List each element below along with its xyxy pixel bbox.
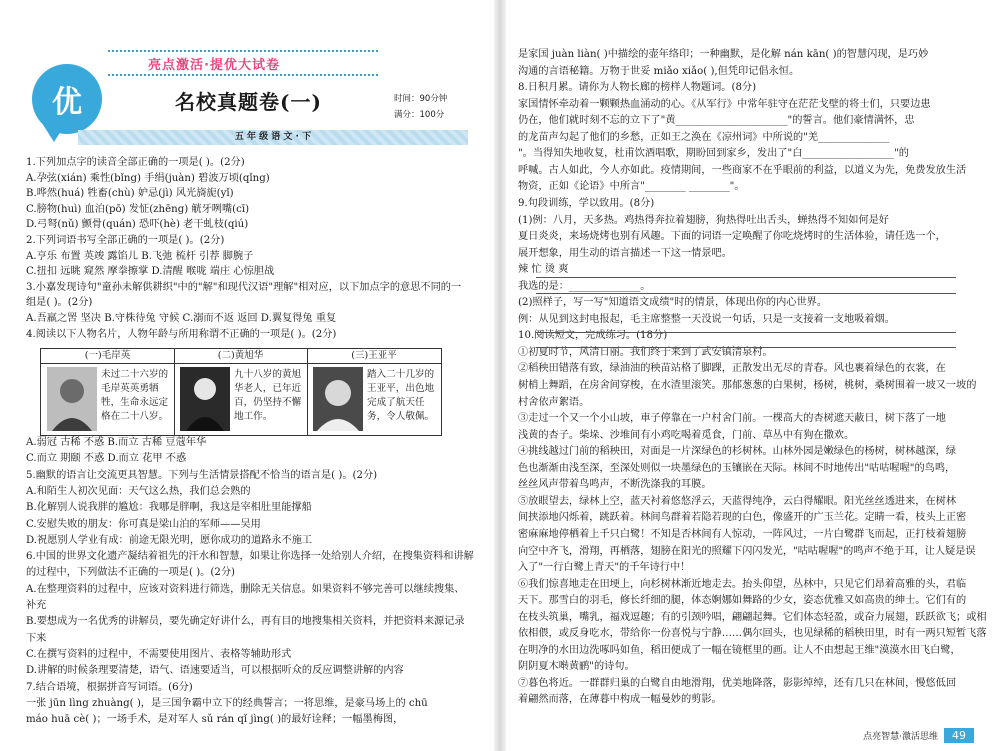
answer-line — [536, 293, 956, 294]
text-line: 呼喊。古人如此，今人亦如此。疫情期间，一些商家不在乎眼前的利益，以道义为先，免费发放生活 — [518, 164, 967, 176]
text-line: 4.阅读以下人物名片，人物年龄与所用称谓不正确的一项是( )。(2分) — [26, 328, 337, 340]
text-line: 依相偎，或反身吃水，带给你一份喜悦与宁静……偶尔回头，也见绿稀的稻秧田里，时有一两只短暂飞落 — [518, 628, 987, 640]
text-line: A.吾羸之罟 坚决 B.守株待兔 守候 C.溺而不返 返回 D.翼复得兔 重复 — [26, 313, 337, 324]
text-line: 天下。那雪白的羽毛，修长纤细的腿，体态婀娜如舞路的少女，姿态优雅又如高贵的绅士。它们有的 — [518, 595, 967, 607]
text-line: 夏日炎炎，来场烧烤也别有风趣。下面的词语一定唤醒了你吃烧烤时的生活体验，请任选一个， — [518, 231, 946, 243]
text-line: ①初夏时节，风清日丽。我们终于来到了武安镇清泉村。 — [518, 346, 773, 358]
text-line: A.孕弦(xián) 乘性(bǐng) 手绢(juàn) 碧波万顷(qǐng) — [26, 172, 270, 184]
person-card — [307, 349, 441, 435]
text-line: 向空中齐飞，滑翔，再栖落，翅膀在阳光的照耀下闪闪发光，"咕咕喔喔"的鸣声不绝于耳，让人疑是误 — [518, 545, 976, 557]
header-banner — [108, 50, 378, 76]
text-line: 10.阅读短文，完成练习。(18分) — [518, 330, 668, 342]
text-line: 密麻麻地停栖着上千只白鹭！不知是否林间有人惊动，一阵风过，一片白鹭群飞而起，正打枝着翅膀 — [518, 528, 967, 540]
text-line: 色也渐渐由浅至深，至深处则似一块墨绿色的玉镶嵌在天际。林间不时地传出"咕咕喔喔"的鸟鸣， — [518, 462, 956, 474]
text-line: 2.下列词语书写全部正确的一项是( )。(2分) — [26, 235, 225, 246]
text-line: 间挟添地闪烁着，跳跃着。林间鸟群着若隐若现的白色，像盛开的广玉兰花。定睛一看，枝头上正密 — [518, 512, 967, 524]
person-card-text: 九十八岁的黄旭华老人，已年近百，仍坚持不懈地工作。 — [234, 369, 302, 422]
text-line: 1.下列加点字的读音全部正确的一项是( )。(2分) — [26, 157, 245, 168]
text-line: 展开想象，用生动的语言描述一下这一情景吧。 — [518, 247, 732, 259]
text-line: A.弱冠 古稀 不惑 B.而立 古稀 豆蔻年华 — [26, 437, 207, 448]
text-line: 丝丝风声带着鸟鸣声，不断洗涤我的耳膜。 — [518, 479, 712, 491]
text-line: B.化解别人说我胖的尴尬：我哪是胖啊，我这是宰相肚里能撑船 — [26, 502, 312, 514]
text-line: C.安慰失败的朋友：你可真是梁山泊的军师——吴用 — [26, 518, 261, 530]
text-line: 7.结合语境，根据拼音写词语。(6分) — [26, 681, 193, 693]
person-cards — [40, 348, 442, 436]
text-line: 是家国 juàn liàn( )中描绘的壶年络印；一种幽默，是化解 nán kān( )的智慧闪现，是巧妙 — [518, 49, 929, 60]
text-line: 一张 jūn lìng zhuàng( )，是三国争霸中立下的经典誓言；一将思维，是豪马场上的 chū — [26, 697, 428, 709]
text-line: D.讲解的时候条理要清楚，语气、语速要适当，可以根据听众的反应调整讲解的内容 — [26, 665, 404, 677]
text-line: 浅黄的杏子。柴垛、沙堆间有小鸡吃喝着觅食，门前、草丛中有狗在撒欢。 — [518, 429, 855, 441]
text-line: ④挑线越过门前的稻秧田，对面是一片深绿色的杉树林。山林外园是嫩绿色的杨树，树林越深，绿 — [518, 446, 957, 458]
text-line: A.和陌生人初次见面：天气这么热，我们总会熟的 — [26, 485, 251, 497]
text-line: B.哗然(huá) 牲畜(chù) 妒忌(jì) 风光旖旎(yǐ) — [26, 188, 234, 200]
footer-slogan: 点亮智慧·激活思维 — [863, 732, 938, 742]
text-line: 村舍依声絮语。 — [518, 396, 590, 408]
text-line: ⑤放眼望去，绿林上空，蓝天衬着悠悠浮云，天蓝得纯净，云白得耀眼。阳光丝丝透进来，在树林 — [518, 495, 957, 507]
text-line: ⑦暮色将近。一群群归巢的白鹭自由地滑翔，优美地降落，影影绰绰，还有几只在林间，慢悠低回 — [518, 677, 957, 689]
person-card-title: (一)毛岸英 — [41, 349, 174, 364]
text-line: 补充 — [26, 600, 47, 611]
badge-tail — [40, 120, 68, 142]
text-line: 8.日积月累。请你为人物长廊的榜样人物题词。(8分) — [518, 82, 757, 94]
text-line: 我选的是：______________。 — [518, 280, 651, 292]
page-gutter — [494, 0, 506, 751]
portrait-photo — [47, 367, 97, 431]
text-line: 仍在，他们就时刻不忘的立下了"黄______________________"的誓言。他们豪情满怀，忠 — [518, 115, 915, 127]
text-line: "。当得知失地收复，杜甫饮酒唱歌，期盼回到家乡，发出了"白__________________"的 — [518, 148, 909, 160]
text-line: 沟通的言语秘籍。万物于世妥 miǎo xiǎo( ),但凭印记倡永恒。 — [518, 65, 800, 77]
person-card-text: 未过二十六岁的毛岸英英勇牺牲，生命永远定格在二十八岁。 — [101, 369, 169, 422]
text-line: (2)照样子，写一写"知道语文成绩"时的情景，体现出你的内心世界。 — [518, 297, 828, 309]
text-line: 3.小嘉发现诗句"童孙未解供耕织"中的"解"和现代汉语"理解"相对应，以下加点字的意思不同的一 — [26, 281, 462, 293]
text-line: 辣 忙 烫 爽 — [518, 264, 569, 276]
text-line: (1)例：八月，天多热。鸡热得奔拉着翅膀，狗热得吐出舌头，蝉热得不知如何是好 — [518, 214, 889, 226]
text-line: 组是( )。(2分) — [26, 297, 93, 309]
text-line: 的过程中，下列做法不正确的一项是( )。(2分) — [26, 567, 235, 579]
person-card — [174, 349, 308, 435]
portrait-photo — [180, 367, 230, 431]
text-line: C.膀物(huì) 血泊(pō) 发怔(zhēng) 觥牙咧嘴(cī) — [26, 203, 250, 215]
page-title: 名校真题卷(一) — [175, 90, 322, 114]
text-line: D.祝愿别人学业有成：前途无限光明，愿你成功的道路永不施工 — [26, 534, 313, 546]
answer-line — [536, 332, 956, 333]
text-line: 在明净的水田边洗啄吗如鱼，稻田便成了一幅在镜框里的画。让人不由想起王维"漠漠水田飞白鹭， — [518, 644, 961, 656]
text-line: 着翩然而落，在薄暮中构成一幅曼妙的剪影。 — [518, 694, 722, 706]
answer-line — [536, 277, 956, 278]
full-score: 满分：100分 — [394, 110, 445, 120]
person-card-text: 踏入二十几岁的王亚平，出色地完成了航天任务，令人敬佩。 — [367, 369, 435, 422]
portrait-photo — [313, 367, 363, 431]
subject-bar: 五 年 级 语 文 · 下 — [78, 130, 468, 145]
excellence-badge-icon: 优 — [32, 64, 102, 134]
text-line: A.在整理资料的过程中，应该对资料进行筛选，删除无关信息。如果资料不够完善可以继续搜集、 — [26, 583, 465, 595]
left-page — [0, 0, 494, 751]
text-line: ③走过一个又一个小山坡，車子停靠在一户村舍门前。一棵高大的杏树遮天蔽日，树下落了一地 — [518, 413, 946, 425]
text-line: 9.句段训练，学以致用。(8分) — [518, 197, 655, 209]
answer-line — [536, 347, 956, 348]
text-line: ②稻秧田错落有致，绿油油的秧苗站格了脚踝，正散发出无尽的青春。风也裹着绿色的衣裳，在 — [518, 363, 946, 375]
banner-text: 亮点激活·提优大试卷 — [148, 58, 280, 73]
right-page — [506, 0, 1000, 751]
text-line: 5.幽默的语言让交流更具智慧。下列与生活情景搭配不恰当的语言是( )。(2分) — [26, 469, 378, 481]
page-footer — [863, 728, 974, 743]
text-line: C.扭扣 远眺 窥然 摩拳擦掌 D.清醒 喉咙 端庄 心惊胆战 — [26, 266, 275, 278]
text-line: 树梢上舞蹈，在房舍间穿梭，在水渣里滚笑。那郁葱葱的白果树，杨树，桃树，桑树围着一坡又一坡的 — [518, 380, 977, 391]
person-card — [41, 349, 175, 435]
text-line: ⑥我们惊喜地走在田埂上，向杉树林渐近地走去。抬头仰望，丛林中，只见它们昂着高雅的头，君临 — [518, 578, 967, 590]
text-line: 6.中国的世界文化遗产凝结着祖先的汗水和智慧，如果让你选择一处给别人介绍，在搜集资料和讲解 — [26, 551, 474, 563]
text-line: A.亨乐 布置 英竣 露馅儿 B.飞弛 梳杆 引荐 脚腕子 — [26, 250, 254, 262]
text-line: C.在撰写资料的过程中，不需要使用图片、表格等辅助形式 — [26, 648, 292, 660]
text-line: 家国情怀牵动着一颗颗热血涌动的心。《从军行》中常年驻守在茫茫戈壁的将士们，只要边患 — [518, 98, 931, 110]
text-line: máo huā cè( )；一场手术，是对军人 sǔ rán qǐ jìng( )的最好诠释；一幅墨梅图， — [26, 714, 404, 726]
text-line: 入了"一行白鹭上青天"的千年诗行中！ — [518, 562, 691, 574]
time-limit: 时间：90分钟 — [394, 94, 448, 104]
text-line: 的龙苗声勾起了他们的乡愁，正如王之涣在《凉州词》中所说的"羌______________ — [518, 131, 890, 143]
text-line: C.而立 期颐 不惑 D.而立 花甲 不惑 — [26, 453, 187, 465]
person-card-title: (二)黄旭华 — [174, 349, 307, 364]
text-line: 在枝头筑巢，嘴乳，福戏逗趣；有的引颈吟唱，翩翩起舞。它们体态轻盈，或奋力展翅，跃跃欲飞；或相 — [518, 611, 987, 623]
page-number: 49 — [944, 728, 974, 743]
text-line: 例：从见到这封电报起，毛主席整整一天没说一句话，只是一支接着一支地吸着烟。 — [518, 313, 895, 325]
person-card-title: (三)王亚平 — [307, 349, 441, 364]
text-line: B.要想成为一名优秀的讲解员，要先确定好讲什么，再有目的地搜集相关资料，并把资料来源记录 — [26, 616, 465, 628]
text-line: 阴阴夏木啭黄鹂"的诗句。 — [518, 661, 635, 673]
text-line: D.弓弩(nǔ) 颤骨(quán) 恐吓(hè) 老干虬枝(qiú) — [26, 219, 249, 231]
text-line: 下来 — [26, 632, 47, 644]
text-line: 物资，正如《论语》中所言"________ ________"。 — [518, 181, 745, 193]
